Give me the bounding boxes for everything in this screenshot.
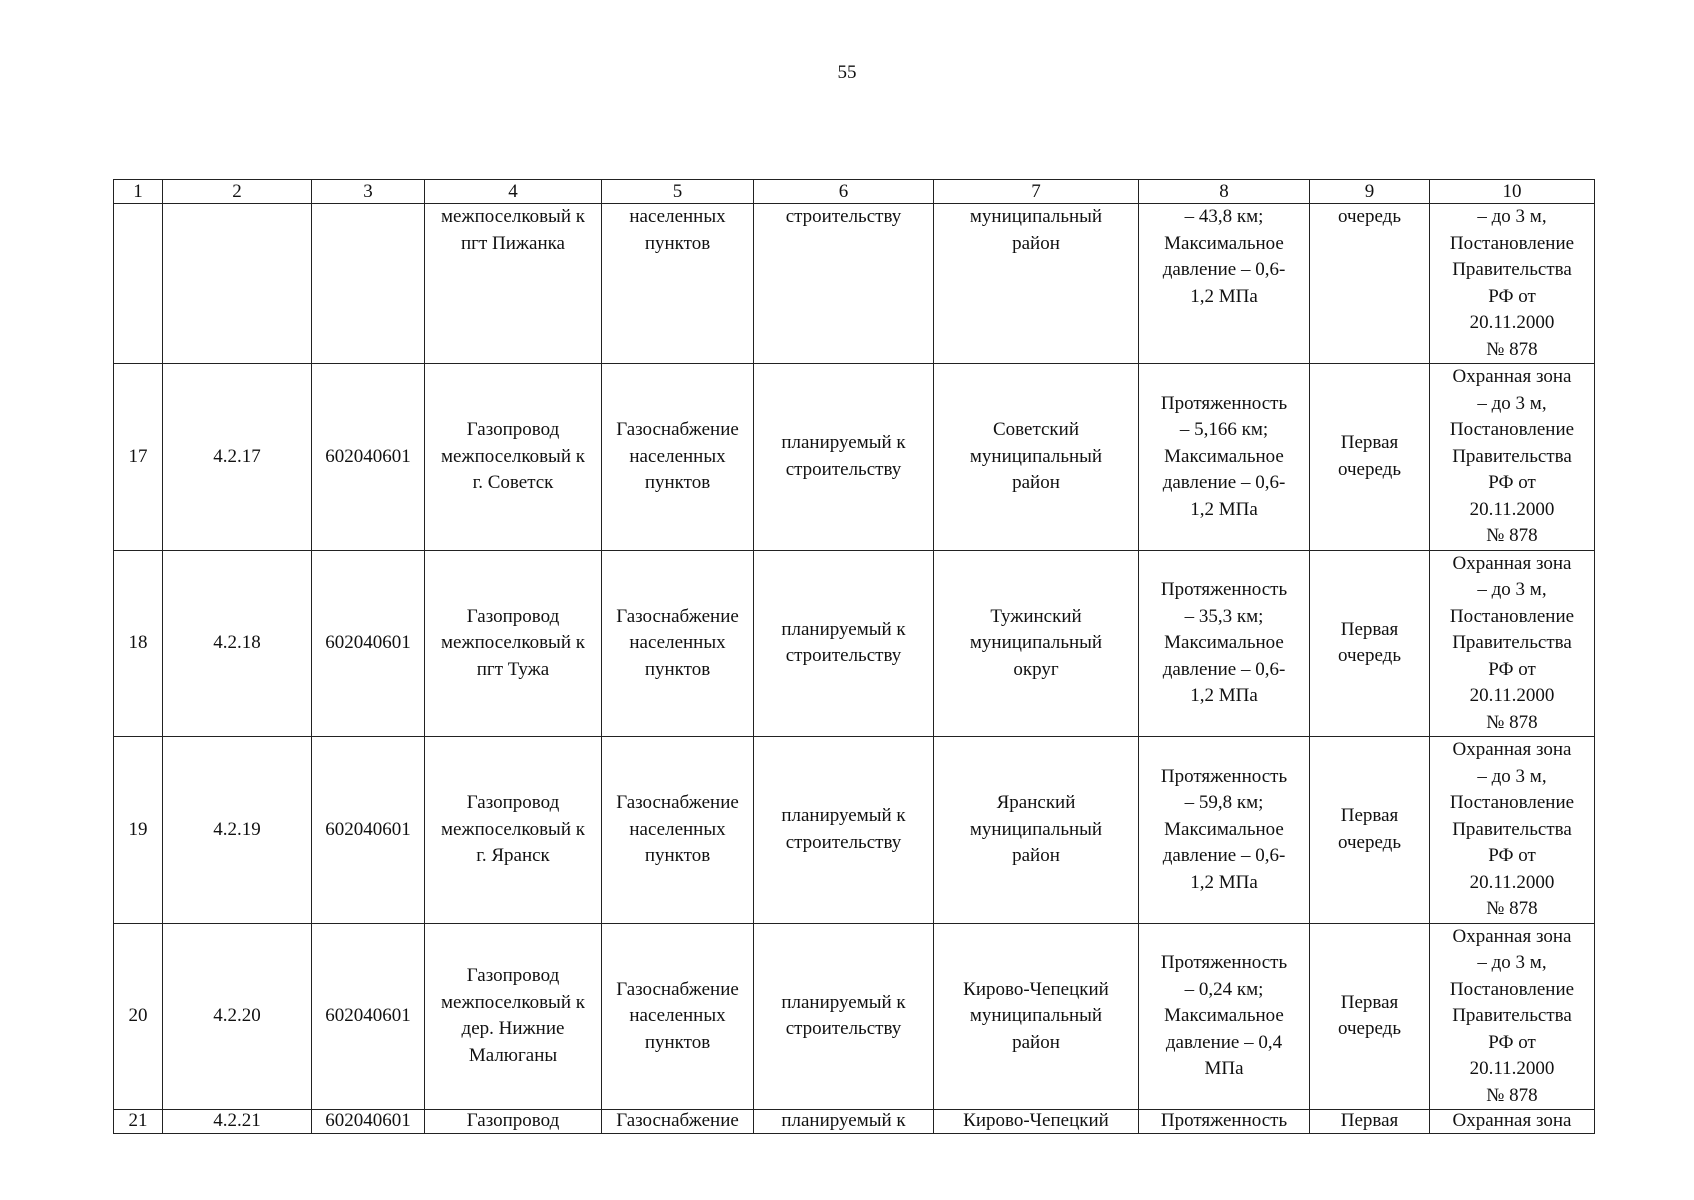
- cell-object-name: Газопровод межпоселковый к дер. Нижние Малюганы: [425, 923, 602, 1110]
- cell-stage: очередь: [1310, 204, 1430, 364]
- cell-location: муниципальный район: [934, 204, 1139, 364]
- cell-purpose: населенных пунктов: [602, 204, 754, 364]
- cell-protection-zone: – до 3 м, Постановление Правительства РФ от 20.11.2000 № 878: [1430, 204, 1595, 364]
- cell-location: Кирово-Чепецкий: [934, 1110, 1139, 1134]
- header-row: [114, 180, 1595, 204]
- table-row: [114, 737, 1595, 924]
- column-number-header: 4: [425, 180, 602, 204]
- objects-table: [113, 179, 1595, 1134]
- cell-item-number: 4.2.19: [163, 737, 312, 924]
- cell-protection-zone: Охранная зона – до 3 м, Постановление Правительства РФ от 20.11.2000 № 878: [1430, 550, 1595, 737]
- cell-status: планируемый к: [754, 1110, 934, 1134]
- column-number-header: 1: [114, 180, 163, 204]
- cell-row-number: 17: [114, 364, 163, 551]
- cell-protection-zone: Охранная зона – до 3 м, Постановление Правительства РФ от 20.11.2000 № 878: [1430, 923, 1595, 1110]
- cell-characteristics: Протяженность – 59,8 км; Максимальное давление – 0,6- 1,2 МПа: [1139, 737, 1310, 924]
- cell-stage: Первая очередь: [1310, 737, 1430, 924]
- cell-location: Тужинский муниципальный округ: [934, 550, 1139, 737]
- cell-purpose: Газоснабжение населенных пунктов: [602, 737, 754, 924]
- cell-object-name: Газопровод межпоселковый к пгт Тужа: [425, 550, 602, 737]
- table-row-continued: [114, 204, 1595, 364]
- cell-characteristics: Протяженность – 5,166 км; Максимальное давление – 0,6- 1,2 МПа: [1139, 364, 1310, 551]
- cell-status: планируемый к строительству: [754, 550, 934, 737]
- cell-code: 602040601: [312, 737, 425, 924]
- table-header: [114, 180, 1595, 204]
- cell-row-number: 21: [114, 1110, 163, 1134]
- cell-status: планируемый к строительству: [754, 737, 934, 924]
- cell-stage: Первая очередь: [1310, 923, 1430, 1110]
- cell-characteristics: Протяженность – 0,24 км; Максимальное давление – 0,4 МПа: [1139, 923, 1310, 1110]
- cell-item-number: 4.2.20: [163, 923, 312, 1110]
- cell-row-number: [114, 204, 163, 364]
- column-number-header: 6: [754, 180, 934, 204]
- cell-purpose: Газоснабжение: [602, 1110, 754, 1134]
- column-number-header: 7: [934, 180, 1139, 204]
- cell-item-number: 4.2.21: [163, 1110, 312, 1134]
- cell-code: 602040601: [312, 1110, 425, 1134]
- column-number-header: 8: [1139, 180, 1310, 204]
- cell-purpose: Газоснабжение населенных пунктов: [602, 550, 754, 737]
- cell-row-number: 20: [114, 923, 163, 1110]
- table-row: [114, 364, 1595, 551]
- cell-object-name: Газопровод: [425, 1110, 602, 1134]
- cell-code: 602040601: [312, 550, 425, 737]
- cell-protection-zone: Охранная зона: [1430, 1110, 1595, 1134]
- table-row-partial: [114, 1110, 1595, 1134]
- cell-status: строительству: [754, 204, 934, 364]
- cell-characteristics: Протяженность: [1139, 1110, 1310, 1134]
- table-row: [114, 923, 1595, 1110]
- cell-status: планируемый к строительству: [754, 364, 934, 551]
- column-number-header: 10: [1430, 180, 1595, 204]
- cell-code: 602040601: [312, 364, 425, 551]
- cell-item-number: 4.2.18: [163, 550, 312, 737]
- cell-item-number: [163, 204, 312, 364]
- cell-characteristics: – 43,8 км; Максимальное давление – 0,6- 1,2 МПа: [1139, 204, 1310, 364]
- cell-purpose: Газоснабжение населенных пунктов: [602, 923, 754, 1110]
- cell-object-name: Газопровод межпоселковый к г. Яранск: [425, 737, 602, 924]
- cell-object-name: межпоселковый к пгт Пижанка: [425, 204, 602, 364]
- cell-stage: Первая очередь: [1310, 550, 1430, 737]
- column-number-header: 9: [1310, 180, 1430, 204]
- column-number-header: 2: [163, 180, 312, 204]
- cell-location: Кирово-Чепецкий муниципальный район: [934, 923, 1139, 1110]
- cell-row-number: 18: [114, 550, 163, 737]
- cell-stage: Первая: [1310, 1110, 1430, 1134]
- cell-characteristics: Протяженность – 35,3 км; Максимальное давление – 0,6- 1,2 МПа: [1139, 550, 1310, 737]
- cell-code: [312, 204, 425, 364]
- page-number: 55: [837, 62, 857, 83]
- cell-purpose: Газоснабжение населенных пунктов: [602, 364, 754, 551]
- cell-row-number: 19: [114, 737, 163, 924]
- cell-protection-zone: Охранная зона – до 3 м, Постановление Правительства РФ от 20.11.2000 № 878: [1430, 364, 1595, 551]
- column-number-header: 5: [602, 180, 754, 204]
- cell-location: Советский муниципальный район: [934, 364, 1139, 551]
- table-row: [114, 550, 1595, 737]
- column-number-header: 3: [312, 180, 425, 204]
- cell-object-name: Газопровод межпоселковый к г. Советск: [425, 364, 602, 551]
- cell-code: 602040601: [312, 923, 425, 1110]
- cell-status: планируемый к строительству: [754, 923, 934, 1110]
- cell-protection-zone: Охранная зона – до 3 м, Постановление Правительства РФ от 20.11.2000 № 878: [1430, 737, 1595, 924]
- cell-stage: Первая очередь: [1310, 364, 1430, 551]
- cell-location: Яранский муниципальный район: [934, 737, 1139, 924]
- cell-item-number: 4.2.17: [163, 364, 312, 551]
